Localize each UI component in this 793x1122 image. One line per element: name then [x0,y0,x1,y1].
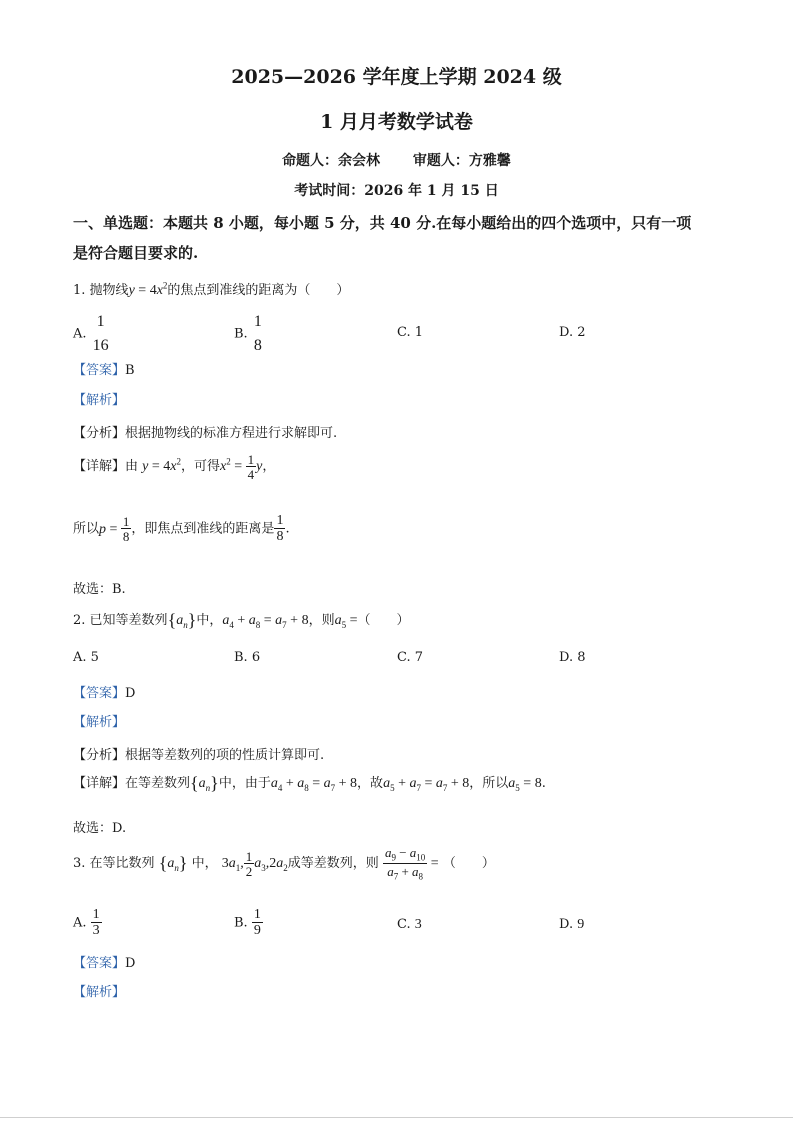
question-1-option-a [73,314,111,354]
question-3-stem-mid2: 成等差数列，则 [287,855,379,871]
question-2-option-d: D. 8 [559,650,586,665]
question-2-option-c: C. 7 [397,650,424,665]
question-3-option-b [234,908,263,938]
detail-text-pre: 在等差数列 [125,776,191,791]
option-c-label: C. [397,917,411,932]
question-3-stem-post: （ ） [442,855,495,871]
question-2-stem-pre: 已知等差数列 [89,613,168,628]
question-1-option-d: D. 2 [559,325,586,340]
detail-equation-3: $a_5 = 8$ [508,776,542,793]
question-2-analysis-label: 【解析】 [73,715,126,730]
question-1-answer [73,359,135,378]
fenxi-text: 根据等差数列的项的性质计算即可. [125,748,325,763]
question-2-stem-mid: 中， [196,613,223,628]
fenxi-label: 【分析】 [73,748,126,763]
question-2-option-b: B. 6 [234,650,261,665]
answer-label: 【答案】 [73,363,126,378]
question-2-choose: 故选：D. [73,821,127,836]
fraction-1-9: $\frac{1}{9}$ [253,907,261,938]
option-b-label: B. [234,915,248,931]
conclusion-fraction: $\frac{1}{8}$ [276,513,284,544]
option-b-label: B. [234,326,248,342]
detail-equation-2: $x^2$ = $\frac{1}{4}$ y [220,452,263,482]
question-3-option-c: C. 3 [397,917,422,932]
question-1-option-c: C. 1 [397,325,424,340]
sequence-an: $\{a_n\}$ [167,610,197,630]
question-1-option-b [234,314,264,354]
question-3-terms: $3a_1$, $\frac{1}{2}$ $a_3,2a_2$ [221,848,288,879]
question-2-target: $a_5$ = [334,613,358,630]
detail-text-mid3: ，所以 [469,776,509,791]
option-d-label: D. [559,917,574,932]
question-3-stem-mid: 中， [191,855,218,871]
question-3-stem-pre: 在等比数列 [89,855,155,871]
section1-heading-line2: 是符合题目要求的. [73,244,199,262]
question-3-option-a [73,908,102,938]
detail-text-mid2: ，故 [357,776,384,791]
question-3-answer [73,952,135,971]
question-3-number: 3. [73,855,86,871]
sequence-an: $\{a_n\}$ [158,852,188,873]
answer-value: B [125,363,135,378]
question-3-stem [73,846,495,881]
question-3-option-d: D. 9 [559,917,585,932]
question-2-stem-post: （ ） [357,613,410,628]
question-2-equation: $a_4 + a_8 = a_7 + 8$ [222,613,309,630]
question-2-fenxi [73,744,324,763]
conclusion-equation: p = $\frac{1}{8}$ [99,514,130,545]
detail-equation-1: $y = 4x^2$ [142,456,182,475]
conclusion-pre: 所以 [73,521,100,537]
detail-equation-2: $a_5 + a_7 = a_7 + 8$ [383,776,470,793]
detail-label: 【详解】 [73,459,126,475]
question-1-choose: 故选：B. [73,582,126,597]
question-1-stem-pre: 抛物线 [89,283,129,298]
question-1-stem [73,279,349,299]
question-2-detail [73,772,546,794]
option-a-label: A. [73,915,87,931]
option-a-label: A. [73,326,87,342]
question-2-stem-mid2: ，则 [308,613,335,628]
detail-label: 【详解】 [73,776,126,791]
exam-title-line2: 1 月月考数学试卷 [320,111,473,133]
answer-value: D [125,956,136,971]
question-2-number: 2. [73,613,86,628]
conclusion-end: . [285,521,290,537]
exam-title-line1: 2025—2026 学年度上学期 2024 级 [231,66,562,88]
question-3-analysis-label: 【解析】 [73,985,126,1000]
question-1-analysis-label: 【解析】 [73,393,126,408]
section1-heading-line1: 一、单选题：本题共 8 小题，每小题 5 分，共 40 分.在每小题给出的四个选项中，只有一项 [73,214,692,232]
question-1-fenxi [73,422,337,441]
question-2-stem [73,609,410,631]
answer-value: D [125,686,136,701]
fraction-1-3: $\frac{1}{3}$ [92,907,100,938]
exam-authors: 命题人：余会林 审题人：方雅馨 [282,153,511,169]
question-3-ratio: $\frac{a_9 - a_{10}}{a_7 + a_8}$ = [384,845,439,882]
question-1-stem-post: 的焦点到准线的距离为（ ） [167,283,350,298]
detail-text-mid: ，可得 [181,459,221,475]
fraction-1-16: 1 16 [92,313,109,354]
detail-text-end: ， [262,459,276,475]
detail-equation-1: $a_4 + a_8 = a_7 + 8$ [270,776,358,793]
question-1-number: 1. [73,283,86,298]
question-1-detail [73,453,275,481]
question-1-equation: $y = 4x^2$ [128,280,168,298]
question-1-conclusion [73,514,290,544]
fenxi-text: 根据抛物线的标准方程进行求解即可. [125,426,338,441]
question-2-option-a: A. 5 [73,650,99,665]
fraction-1-8: 1 8 [253,313,262,354]
answer-label: 【答案】 [73,686,126,701]
question-2-answer [73,682,135,701]
detail-text-pre: 由 [125,459,139,475]
detail-text-mid: 中，由于 [218,776,271,791]
detail-text-end: . [541,776,546,791]
sequence-an: $\{a_n\}$ [190,773,219,793]
answer-label: 【答案】 [73,956,126,971]
conclusion-mid: ，即焦点到准线的距离是 [131,521,275,537]
fenxi-label: 【分析】 [73,426,126,441]
page-bottom-divider [0,1117,793,1118]
exam-time: 考试时间：2026 年 1 月 15 日 [294,183,499,199]
